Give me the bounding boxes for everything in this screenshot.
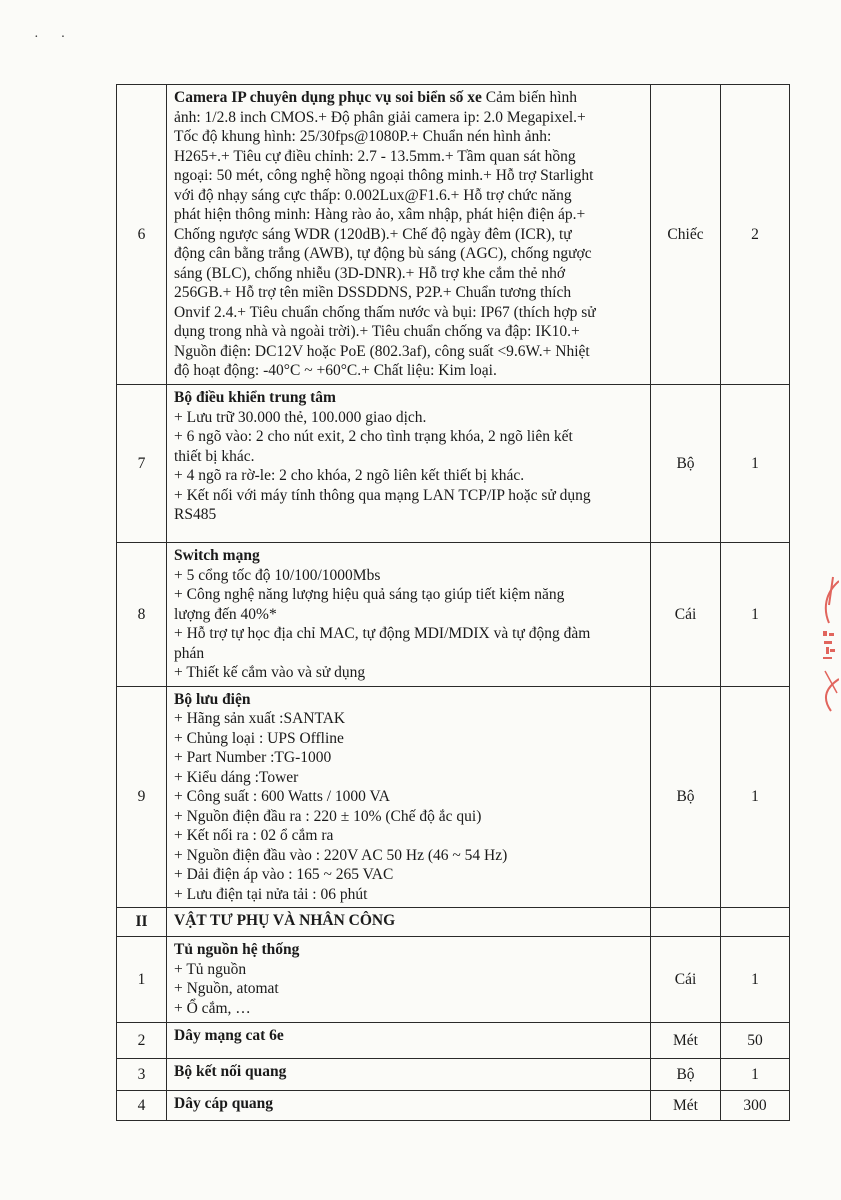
quantity-cell: 1: [721, 1059, 790, 1091]
item-description: [167, 1059, 651, 1091]
row-number: 3: [117, 1059, 167, 1091]
item-title: Camera IP chuyên dụng phục vụ soi biển số xe: [174, 89, 482, 106]
quantity-cell: 1: [721, 385, 790, 543]
item-title: Bộ lưu điện: [174, 690, 251, 708]
spec-line: Chống ngược sáng WDR (120dB).+ Chế độ ngày đêm (ICR), tự: [174, 225, 572, 243]
spec-line: + 6 ngõ vào: 2 cho nút exit, 2 cho tình trạng khóa, 2 ngõ liên kết: [174, 428, 573, 445]
spec-line: lượng đến 40%*: [174, 605, 277, 623]
unit-cell: [651, 908, 721, 937]
spec-line: + Ổ cắm, …: [174, 999, 251, 1017]
item-description: [167, 1023, 651, 1059]
item-description: [167, 85, 651, 385]
row-number: 7: [117, 385, 167, 543]
item-title: Bộ kết nối quang: [174, 1063, 287, 1080]
spec-line: sáng (BLC), chống nhiễu (3D-DNR).+ Hỗ trợ khe cắm thẻ nhớ: [174, 264, 566, 282]
item-description: [167, 686, 651, 908]
spec-line: + Hãng sản xuất :SANTAK: [174, 710, 346, 727]
quantity-cell: 1: [721, 543, 790, 687]
row-number: 1: [117, 937, 167, 1023]
item-description: [167, 1091, 651, 1121]
table-row: [117, 937, 790, 1023]
scan-dots: ··: [34, 30, 88, 45]
spec-line: + 5 cổng tốc độ 10/100/1000Mbs: [174, 566, 381, 584]
quantity-cell: 1: [721, 937, 790, 1023]
item-description: [167, 543, 651, 687]
spec-line: Onvif 2.4.+ Tiêu chuẩn chống thấm nước và bụi: IP67 (thích hợp sử: [174, 303, 596, 321]
row-number: 6: [117, 85, 167, 385]
unit-cell: Mét: [651, 1023, 721, 1059]
section-title: VẬT TƯ PHỤ VÀ NHÂN CÔNG: [167, 908, 651, 937]
spec-line: + Kiểu dáng :Tower: [174, 768, 299, 786]
unit-cell: Cái: [651, 543, 721, 687]
unit-cell: Bộ: [651, 1059, 721, 1091]
row-number: 9: [117, 686, 167, 908]
item-title: Tủ nguồn hệ thống: [174, 941, 300, 958]
spec-line: + Tủ nguồn: [174, 960, 247, 978]
item-title: Bộ điều khiển trung tâm: [174, 389, 336, 406]
spec-line: + Chủng loại : UPS Offline: [174, 729, 344, 747]
spec-line: động cân bằng trắng (AWB), tự động bù sáng (AGC), chống ngược: [174, 245, 592, 262]
row-number: 2: [117, 1023, 167, 1059]
item-title: Dây cáp quang: [174, 1095, 274, 1112]
unit-cell: Bộ: [651, 686, 721, 908]
spec-line: + Thiết kế cắm vào và sử dụng: [174, 664, 366, 681]
spec-line: RS485: [174, 506, 217, 523]
spec-line: + 4 ngõ ra rờ-le: 2 cho khóa, 2 ngõ liên kết thiết bị khác.: [174, 467, 525, 484]
section-number: II: [117, 908, 167, 937]
spec-line: + Nguồn điện đầu ra : 220 ± 10% (Chế độ ắc qui): [174, 807, 482, 825]
spec-line: + Nguồn, atomat: [174, 980, 279, 997]
spec-line: Cảm biến hình: [485, 89, 578, 106]
quantity-cell: 2: [721, 85, 790, 385]
table-row: [117, 85, 790, 385]
spec-line: độ hoạt động: -40°C ~ +60°C.+ Chất liệu: Kim loại.: [174, 362, 497, 379]
spec-line: H265+.+ Tiêu cự điều chỉnh: 2.7 - 13.5mm.+ Tầm quan sát hồng: [174, 147, 576, 165]
unit-cell: Chiếc: [651, 85, 721, 385]
row-number: 8: [117, 543, 167, 687]
spec-line: 256GB.+ Hỗ trợ tên miền DSSDDNS, P2P.+ Chuẩn tương thích: [174, 284, 572, 301]
quantity-cell: 1: [721, 686, 790, 908]
partial-seal-stamp: [803, 575, 839, 715]
item-title: Dây mạng cat 6e: [174, 1027, 284, 1044]
spec-line: phán: [174, 644, 205, 662]
table-row: [117, 1091, 790, 1121]
spec-line: + Lưu điện tại nửa tải : 06 phút: [174, 885, 368, 903]
unit-cell: Bộ: [651, 385, 721, 543]
spec-line: ngoại: 50 mét, công nghệ hồng ngoại thông minh.+ Hỗ trợ Starlight: [174, 167, 594, 184]
spec-line: ảnh: 1/2.8 inch CMOS.+ Độ phân giải camera ip: 2.0 Megapixel.+: [174, 108, 586, 126]
quantity-cell: 300: [721, 1091, 790, 1121]
table-row: [117, 1023, 790, 1059]
row-number: 4: [117, 1091, 167, 1121]
spec-line: + Kết nối với máy tính thông qua mạng LAN TCP/IP hoặc sử dụng: [174, 486, 591, 504]
spec-line: + Part Number :TG-1000: [174, 749, 332, 766]
table-row: [117, 1059, 790, 1091]
item-description: [167, 937, 651, 1023]
spec-line: + Hỗ trợ tự học địa chỉ MAC, tự động MDI/MDIX và tự động đàm: [174, 625, 591, 642]
table-row: [117, 686, 790, 908]
spec-line: + Công nghệ năng lượng hiệu quả sáng tạo giúp tiết kiệm năng: [174, 586, 565, 603]
unit-cell: Cái: [651, 937, 721, 1023]
spec-line: với độ nhạy sáng cực thấp: 0.002Lux@F1.6.+ Hỗ trợ chức năng: [174, 186, 572, 204]
quantity-cell: [721, 908, 790, 937]
section-header-row: [117, 908, 790, 937]
table-row: [117, 543, 790, 687]
table-row: [117, 385, 790, 543]
spec-line: dụng trong nhà và ngoài trời).+ Tiêu chuẩn chống va đập: IK10.+: [174, 323, 580, 340]
spec-line: + Lưu trữ 30.000 thẻ, 100.000 giao dịch.: [174, 408, 427, 426]
spec-line: thiết bị khác.: [174, 447, 255, 465]
spec-line: phát hiện thông minh: Hàng rào ảo, xâm nhập, phát hiện điện áp.+: [174, 206, 586, 223]
spec-line: + Công suất : 600 Watts / 1000 VA: [174, 788, 390, 805]
spec-line: + Dải điện áp vào : 165 ~ 265 VAC: [174, 866, 394, 883]
spec-line: Tốc độ khung hình: 25/30fps@1080P.+ Chuẩn nén hình ảnh:: [174, 128, 552, 145]
item-description: [167, 385, 651, 543]
spec-line: + Kết nối ra : 02 ổ cắm ra: [174, 827, 334, 844]
equipment-table: [116, 84, 790, 1121]
item-title: Switch mạng: [174, 547, 260, 564]
quantity-cell: 50: [721, 1023, 790, 1059]
spec-line: + Nguồn điện đầu vào : 220V AC 50 Hz (46 ~ 54 Hz): [174, 846, 508, 864]
spec-line: Nguồn điện: DC12V hoặc PoE (802.3af), công suất <9.6W.+ Nhiệt: [174, 342, 590, 360]
unit-cell: Mét: [651, 1091, 721, 1121]
